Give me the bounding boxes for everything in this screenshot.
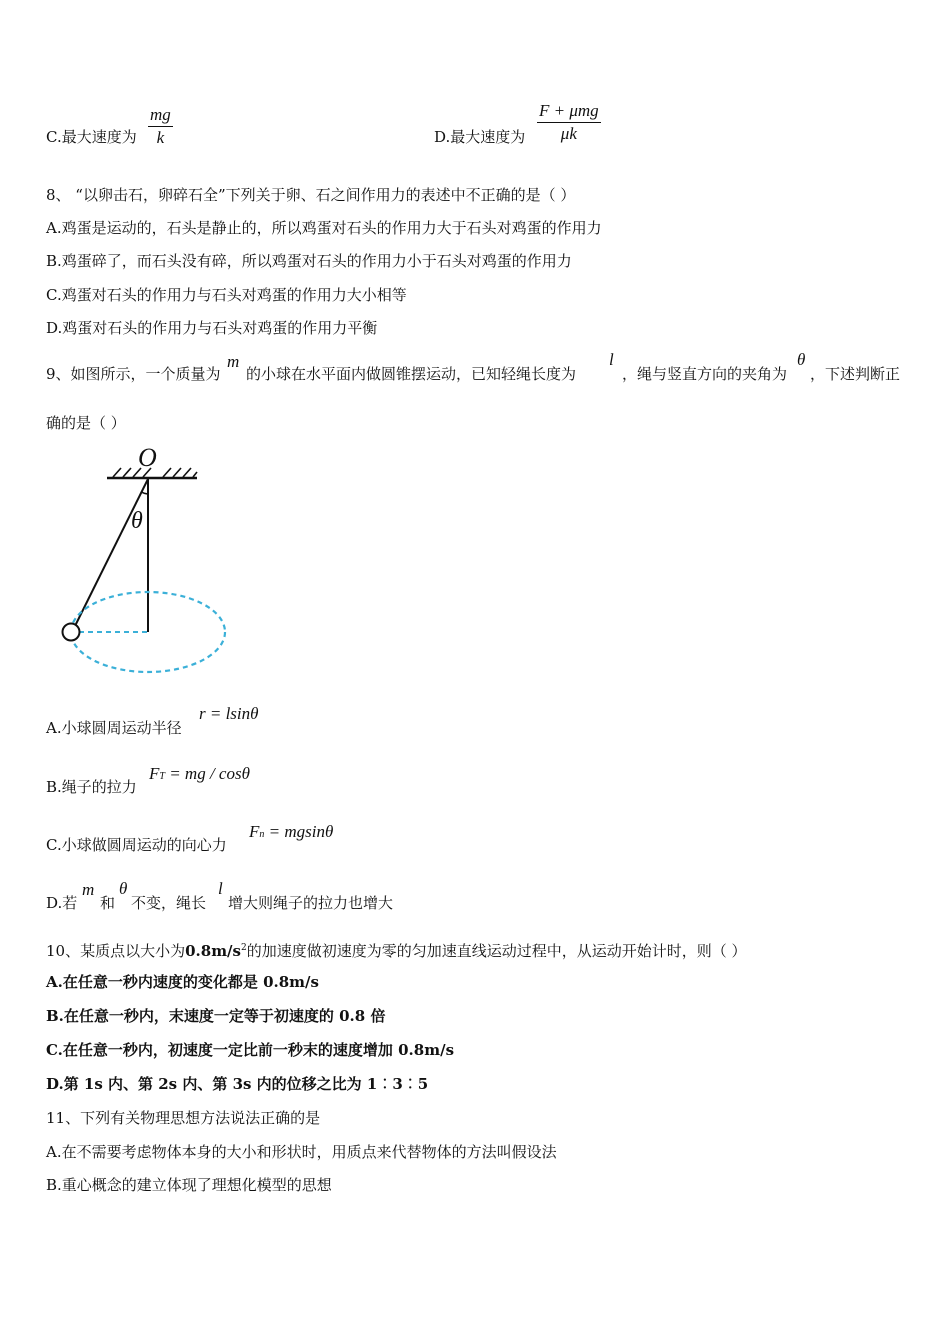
q9-option-b-formula	[149, 764, 250, 787]
q7-c-denominator: k	[156, 128, 165, 147]
q9-option-a-formula: r = lsinθ	[199, 704, 259, 723]
q9-stem-part3: ，绳与竖直方向的夹角为	[622, 365, 788, 383]
q9-option-d-part1: D.若	[46, 894, 78, 912]
conical-pendulum-diagram	[55, 440, 245, 680]
q8-option-b: B.鸡蛋碎了，而石头没有碎，所以鸡蛋对石头的作用力小于石头对鸡蛋的作用力	[46, 252, 572, 270]
q9-stem-part4: ，下述判断正	[810, 365, 901, 383]
q7-option-d-fraction	[537, 101, 601, 144]
q8-option-c: C.鸡蛋对石头的作用力与石头对鸡蛋的作用力大小相等	[46, 286, 407, 304]
q9-b-force-symbol: F	[149, 764, 160, 783]
q9-option-d-symbol-theta: θ	[119, 879, 128, 898]
q7-c-numerator: mg	[148, 105, 173, 127]
q9-option-d-part2: 和	[100, 894, 116, 912]
q10-stem	[46, 938, 747, 961]
q9-b-formula-rest: = mg / cosθ	[164, 764, 250, 783]
q7-d-numerator: F + μmg	[537, 101, 601, 123]
pendulum-string	[75, 479, 148, 626]
q8-stem: 8、 “以卵击石，卵碎石全”下列关于卵、石之间作用力的表述中不正确的是（ ）	[46, 186, 576, 204]
q10-acceleration-exponent: 2	[241, 943, 247, 953]
q7-option-c-fraction	[148, 105, 173, 148]
q9-stem-part2: 的小球在水平面内做圆锥摆运动，已知轻绳长度为	[246, 365, 577, 383]
q10-acceleration-value: 0.8m/s	[185, 942, 241, 960]
q10-option-d: D.第 1s 内、第 2s 内、第 3s 内的位移之比为 1︰3︰5	[46, 1075, 429, 1093]
q11-option-b: B.重心概念的建立体现了理想化模型的思想	[46, 1176, 332, 1194]
q10-option-b: B.在任意一秒内，末速度一定等于初速度的 0.8 倍	[46, 1007, 386, 1025]
q8-option-a: A.鸡蛋是运动的，石头是静止的，所以鸡蛋对石头的作用力大于石头对鸡蛋的作用力	[46, 219, 602, 237]
q10-stem-part1: 10、某质点以大小为	[46, 942, 186, 960]
q11-option-a: A.在不需要考虑物体本身的大小和形状时，用质点来代替物体的方法叫假设法	[46, 1143, 557, 1161]
q9-c-formula-rest: = mgsinθ	[264, 822, 334, 841]
q9-option-d-part3: 不变，绳长	[131, 894, 207, 912]
q9-option-d-symbol-m: m	[82, 880, 95, 899]
q9-option-a-label: A.小球圆周运动半径	[46, 719, 182, 737]
q9-option-b-label: B.绳子的拉力	[46, 778, 137, 796]
q9-b-subscript: T	[159, 771, 165, 782]
q8-option-d: D.鸡蛋对石头的作用力与石头对鸡蛋的作用力平衡	[46, 319, 378, 337]
q9-stem-part5: 确的是（ ）	[46, 414, 126, 432]
q7-option-d-label: D.最大速度为	[434, 128, 526, 146]
q7-option-c-label: C.最大速度为	[46, 128, 137, 146]
pendulum-ball	[63, 624, 80, 641]
q9-option-d-symbol-l: l	[218, 879, 223, 898]
q10-stem-part2: 的加速度做初速度为零的匀加速直线运动过程中，从运动开始计时，则（ ）	[246, 942, 747, 960]
q9-option-d-part4: 增大则绳子的拉力也增大	[228, 894, 394, 912]
q10-option-c: C.在任意一秒内，初速度一定比前一秒末的速度增加 0.8m/s	[46, 1041, 455, 1059]
q9-option-c-label: C.小球做圆周运动的向心力	[46, 836, 227, 854]
q11-stem: 11、下列有关物理思想方法说法正确的是	[46, 1109, 321, 1127]
pivot-label-o: O	[138, 443, 157, 472]
q9-symbol-theta: θ	[797, 350, 806, 369]
q9-option-c-formula	[249, 822, 333, 845]
q9-stem-part1: 9、如图所示，一个质量为	[46, 365, 221, 383]
q9-c-subscript: n	[259, 829, 265, 840]
angle-label-theta: θ	[131, 508, 143, 534]
q10-option-a: A.在任意一秒内速度的变化都是 0.8m/s	[46, 973, 319, 991]
q9-symbol-m: m	[227, 352, 240, 371]
q9-symbol-l: l	[609, 350, 614, 369]
q7-d-denominator: μk	[560, 124, 577, 143]
q9-c-force-symbol: F	[249, 822, 260, 841]
